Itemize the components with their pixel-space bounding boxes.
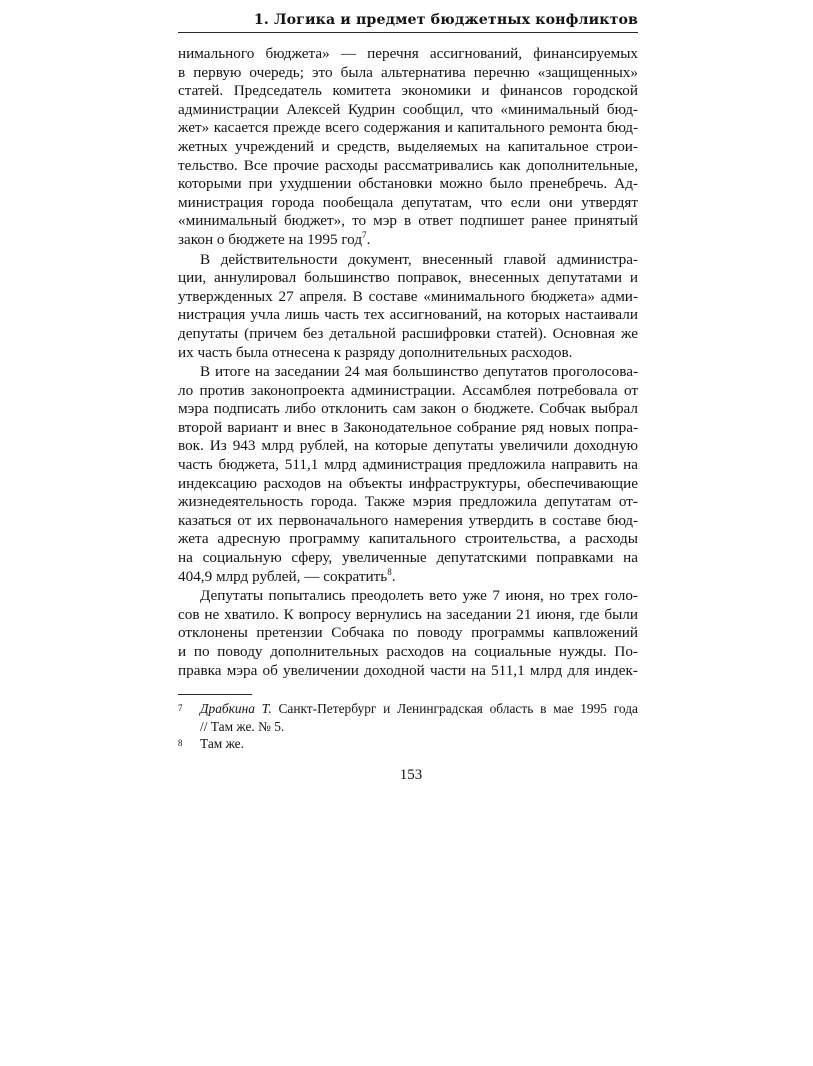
footnote-line: // Там же. № 5. (200, 718, 285, 734)
period: . (366, 230, 371, 248)
text-fragment: 404,9 млрд рублей, — сократить (178, 567, 388, 585)
text-line (178, 568, 638, 587)
paragraph-4 (178, 587, 638, 680)
text-line (178, 231, 638, 250)
footnote-line: Там же. (200, 736, 244, 752)
text-line: вок. Из 943 млрд рублей, на которые депутаты увеличили доходную (178, 437, 638, 455)
text-line: их часть была отнесена к разряду дополнительных расходов. (178, 343, 573, 361)
footnote-8 (178, 735, 638, 753)
footnote-7 (178, 700, 638, 735)
text-line: на социальную сферу, увеличенные депутатскими поправками на (178, 549, 638, 567)
body-text (178, 45, 638, 680)
paragraph-1 (178, 45, 638, 250)
text-line: «минимальный бюджет», то мэр в ответ подпишет ранее принятый (178, 212, 638, 230)
text-line: ло против законопроекта администрации. Ассамблея потребовала от (178, 381, 638, 399)
text-line: депутаты (причем без детальной расшифровки статей). Основная же (178, 324, 638, 342)
text-line: второй вариант и внес в Законодательное собрание ряд новых попра- (178, 418, 638, 436)
text-fragment: закон о бюджете на 1995 год (178, 230, 363, 248)
text-line: администрации Алексей Кудрин сообщил, что «минимальный бюд- (178, 100, 638, 118)
running-header: 1. Логика и предмет бюджетных конфликтов (178, 10, 638, 33)
footnote-line (200, 700, 638, 718)
text-line: Депутаты попытались преодолеть вето уже 7 июня, но трех голо- (200, 587, 638, 605)
text-line: и по поводу дополнительных расходов на социальные нужды. По- (178, 643, 638, 660)
footnote-ref: 8 (387, 566, 392, 577)
period: . (391, 567, 396, 585)
text-line: мэра подписать либо отклонить сам закон о бюджете. Собчак выбрал (178, 400, 638, 418)
text-line: тельство. Все прочие расходы рассматривались как дополнительные, (178, 156, 638, 174)
text-line: жизнедеятельность города. Также мэрия предложила депутатам от- (178, 493, 638, 511)
text-line: казаться от их первоначального намерения утвердить в составе бюд- (178, 511, 638, 529)
text-line: индексацию расходов на объекты инфраструктуры, обеспечивающие (178, 474, 638, 492)
text-line: ции, аннулировал большинство поправок, внесенных депутатами и (178, 269, 638, 287)
footnote-source: Санкт-Петербург и Ленинградская область в мае 1995 года (271, 701, 638, 717)
paragraph-3 (178, 363, 638, 586)
text-line: сов не хватило. К вопросу вернулись на заседании 21 июня, где были (178, 605, 638, 623)
text-line: нимального бюджета» — перечня ассигнований, финансируемых (178, 45, 638, 62)
footnote-text (200, 700, 638, 735)
footnote-divider (178, 694, 252, 695)
footnote-mark: 8 (178, 738, 183, 749)
text-line: В действительности документ, внесенный главой администра- (200, 250, 638, 268)
footnote-text (200, 735, 638, 753)
text-line: правка мэра об увеличении доходной части на 511,1 млрд для индек- (178, 661, 638, 679)
book-page (178, 10, 638, 784)
paragraph-2 (178, 251, 638, 363)
text-line: нистрация учла лишь часть тех ассигнований, на которых настаивали (178, 306, 638, 324)
text-line: утвержденных 27 апреля. В составе «минимального бюджета» адми- (178, 287, 638, 305)
footnote-mark: 7 (178, 703, 183, 714)
text-line: В итоге на заседании 24 мая большинство депутатов проголосова- (200, 363, 638, 381)
text-line: часть бюджета, 511,1 млрд администрация предложила направить на (178, 456, 638, 474)
text-line: в первую очередь; это была альтернатива перечню «защищенных» (178, 63, 638, 81)
text-line: жета адресную программу капитального строительства, а расходы (178, 530, 638, 548)
text-line: жетных учреждений и средств, выделяемых на капитальное строи- (178, 137, 638, 155)
text-line: министрация города пообещала депутатам, что если они утвердят (178, 193, 638, 211)
footnote-ref: 7 (362, 229, 367, 240)
page-number: 153 (399, 766, 423, 783)
text-line: статей. Председатель комитета экономики и финансов городской (178, 82, 638, 100)
footnote-author: Драбкина Т. (200, 701, 272, 717)
text-line: отклонены претензии Собчака по поводу программы капвложений (178, 624, 638, 642)
text-line: которыми при ухудшении обстановки можно было пренебречь. Ад- (178, 175, 638, 193)
text-line: жет» касается прежде всего содержания и капитального ремонта бюд- (178, 119, 638, 137)
